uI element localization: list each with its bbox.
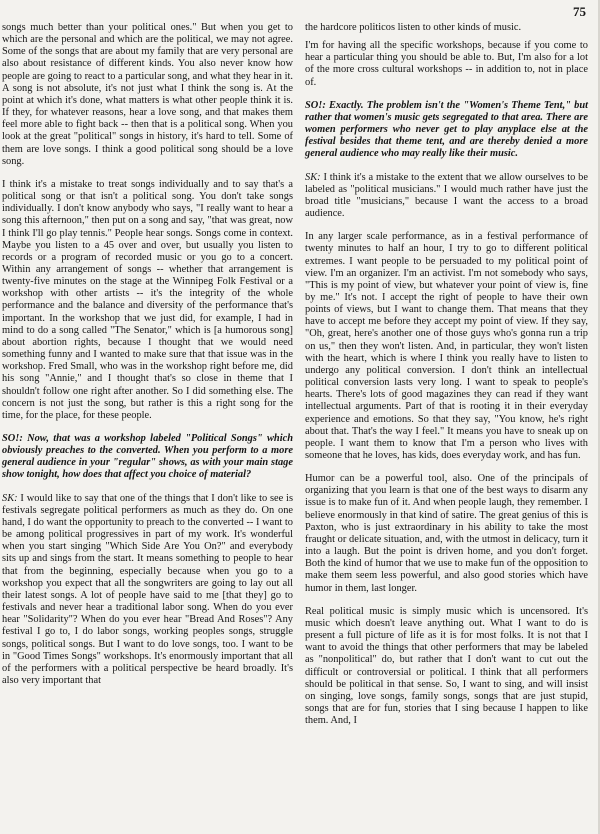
paragraph: I think it's a mistake to treat songs individually and to say that's a political song or that isn't a political song. You don't take songs individually. I don't know anybody who says, "I really want to hear a song this afternoon," then put on a song and say, "that was great, now I think I'll go play tennis." People hear songs. Songs come in context. Maybe you listen to a 45 over and over, but usually you listen to records or a program of recorded music or you go to a concert. Within any arrangement of songs -- whether that arrangement is twenty-five minutes on the stage at the Winnipeg Folk Festival or a workshop with other artists -- it's the integrity of the whole performance and the balance and diversity of the performance that's important. In the workshop that we just did, for example, I had in mind to do a song called "The Senator," which is [a humorous song] about abortion rights, because I thought that we would need something funny and I wanted to make sure that that issue was in the workshop. Fred Small, who was in the workshop right before me, did his song "Annie," and I thought that's so close in theme that I shouldn't follow one right after another. So I did something else. The concern is not just the song, but rather is this a right song for the time, for the place, for these people. bbox=[2, 178, 293, 421]
question-text: Now, that was a workshop labeled "Political Songs" which obviously preaches to the converted. When you perform to a more general audience in your "regular" shows, as with your main stage show tonight, how does that affect you choice of material? bbox=[2, 433, 293, 481]
paragraph: Real political music is simply music which is uncensored. It's music which doesn't leave anything out. What I want to do is present a full picture of life as it is for most folks. It is not that I want to avoid the things that other performers that may be labeled as "nonpolitical" do, but rather that I don't want to cut out the difficult or controversial or political. I think that all performers should be political in that sense. So, I want to sing, and will insist on singing, love songs, family songs, songs that are just stupid, songs that are for fun, stories that I sing because I happen to like them. And, I bbox=[305, 605, 588, 727]
paragraph: I'm for having all the specific workshops, because if you come to hear a particular thing you should be able to. But, I'm also for a lot of the more cross cultural workshops -- in addition to, not in place of. bbox=[305, 40, 588, 88]
speaker-label: SK: bbox=[305, 171, 321, 183]
interviewer-question bbox=[305, 100, 588, 161]
speaker-label: SO!: bbox=[305, 99, 326, 111]
paragraph: songs much better than your political ones." But when you get to which are the personal and which are the political, we may not agree. Some of the songs that are about my family that are very personal are also about resistance of different kinds. You also never know how people are going to react to a particular song, and what they hear in it. A song is not absolute, it's not just what I think the song is. At the point at which it's done, what matters is what other people think it is. If they, for whatever reasons, hear a love song, and that makes them feel more able to fight back -- then that is a political song. When you look at the great "political" songs in history, it's hard to tell. Some of them are love songs. I think a good political song should be a love song. bbox=[2, 22, 293, 167]
paragraph: In any larger scale performance, as in a festival performance of twenty minutes to half an hour, I try to go to different political extremes. I want people to be persuaded to my political point of view. I'm an organizer. I'm an activist. I'm not somebody who says, "This is my point of view, but whatever your point of view is, fine by me." It's not. I accept the right of people to have their own points of views, but I want to change them. That means that they have to accept me before they accept my point of view. If they say, "Oh, great, here's another one of those guys who's gonna run a trip on us," then they won't listen. And, in particular, they won't listen with the heart, which is where I think you really have to listen to undergo any political conversion. I don't think an intellectual political conversion lasts very long. I want to speak to people's hearts. There's lots of good magazines they can read if they want intellectual arguments. Part of that is rooting it in their everyday experience and emotions. So that they say, "You know, he's right about that. That's the way I feel." It means you have to sneak up on people. I want them to know that I'm a person who lives with someone that he loves, has kids, does everyday work, and has fun. bbox=[305, 231, 588, 461]
speaker-label: SK: bbox=[2, 492, 18, 504]
interviewer-question bbox=[2, 433, 293, 482]
answer-paragraph bbox=[2, 493, 293, 688]
page-number: 75 bbox=[573, 4, 586, 19]
question-text: Exactly. The problem isn't the "Women's Theme Tent," but rather that women's music gets segregated to that area. There are women performers who never get to play anyplace else at the festival besides that theme tent, and are thereby denied a more general audience who may really like their music. bbox=[305, 99, 588, 160]
answer-paragraph bbox=[305, 172, 588, 221]
speaker-label: SO!: bbox=[2, 433, 23, 444]
paragraph: the hardcore politicos listen to other kinds of music. bbox=[305, 22, 522, 33]
paragraph: Humor can be a powerful tool, also. One of the principals of organizing that you learn is that one of the best ways to disarm any issue is to make fun of it. And when people laugh, they remember. I believe enormously in that kind of satire. The great genius of this is Paxton, who is just extraordinary in his ability to take the most fraught or delicate situation, and, with the utmost in delicacy, turn it into a laugh. But the point is driven home, and you don't forget. Both the kind of humor that we use to make fun of the opposition to make them seem less powerful, and also good stories which have humor in them, last longer. bbox=[305, 473, 588, 594]
left-column bbox=[2, 22, 293, 698]
answer-text: I would like to say that one of the things that I don't like to see is festivals segregate political performers as much as they do. On one hand, I do want the opportunity to preach to the converted -- I want to be among political progressives in part of my work. It's wonderful when you start singing "Which Side Are You On?" and everybody sits up and sings from the start. It means something to people to hear that from the beginning, especially because when you go to a workshop you expect that all the songwriters are going to lay out all their latest songs. A lot of people have said to me [that they] go to festivals and never hear a traditional labor song. When do you ever hear "Solidarity"? When do you ever hear "Bread And Roses"? Any festival I go to, I do labor songs, working peoples songs, struggle songs, political songs. But I want to do love songs, too. I want to be in "Good Times Songs" workshops. It's enormously important that all of the performers with a political perspective be heard broadly. It's also very important that bbox=[2, 492, 293, 686]
answer-text: I think it's a mistake to the extent that we allow ourselves to be labeled as "political musicians." I would much rather have just the broad title "musicians," because I want the access to a broad audience. bbox=[305, 171, 588, 220]
right-column bbox=[305, 22, 588, 738]
